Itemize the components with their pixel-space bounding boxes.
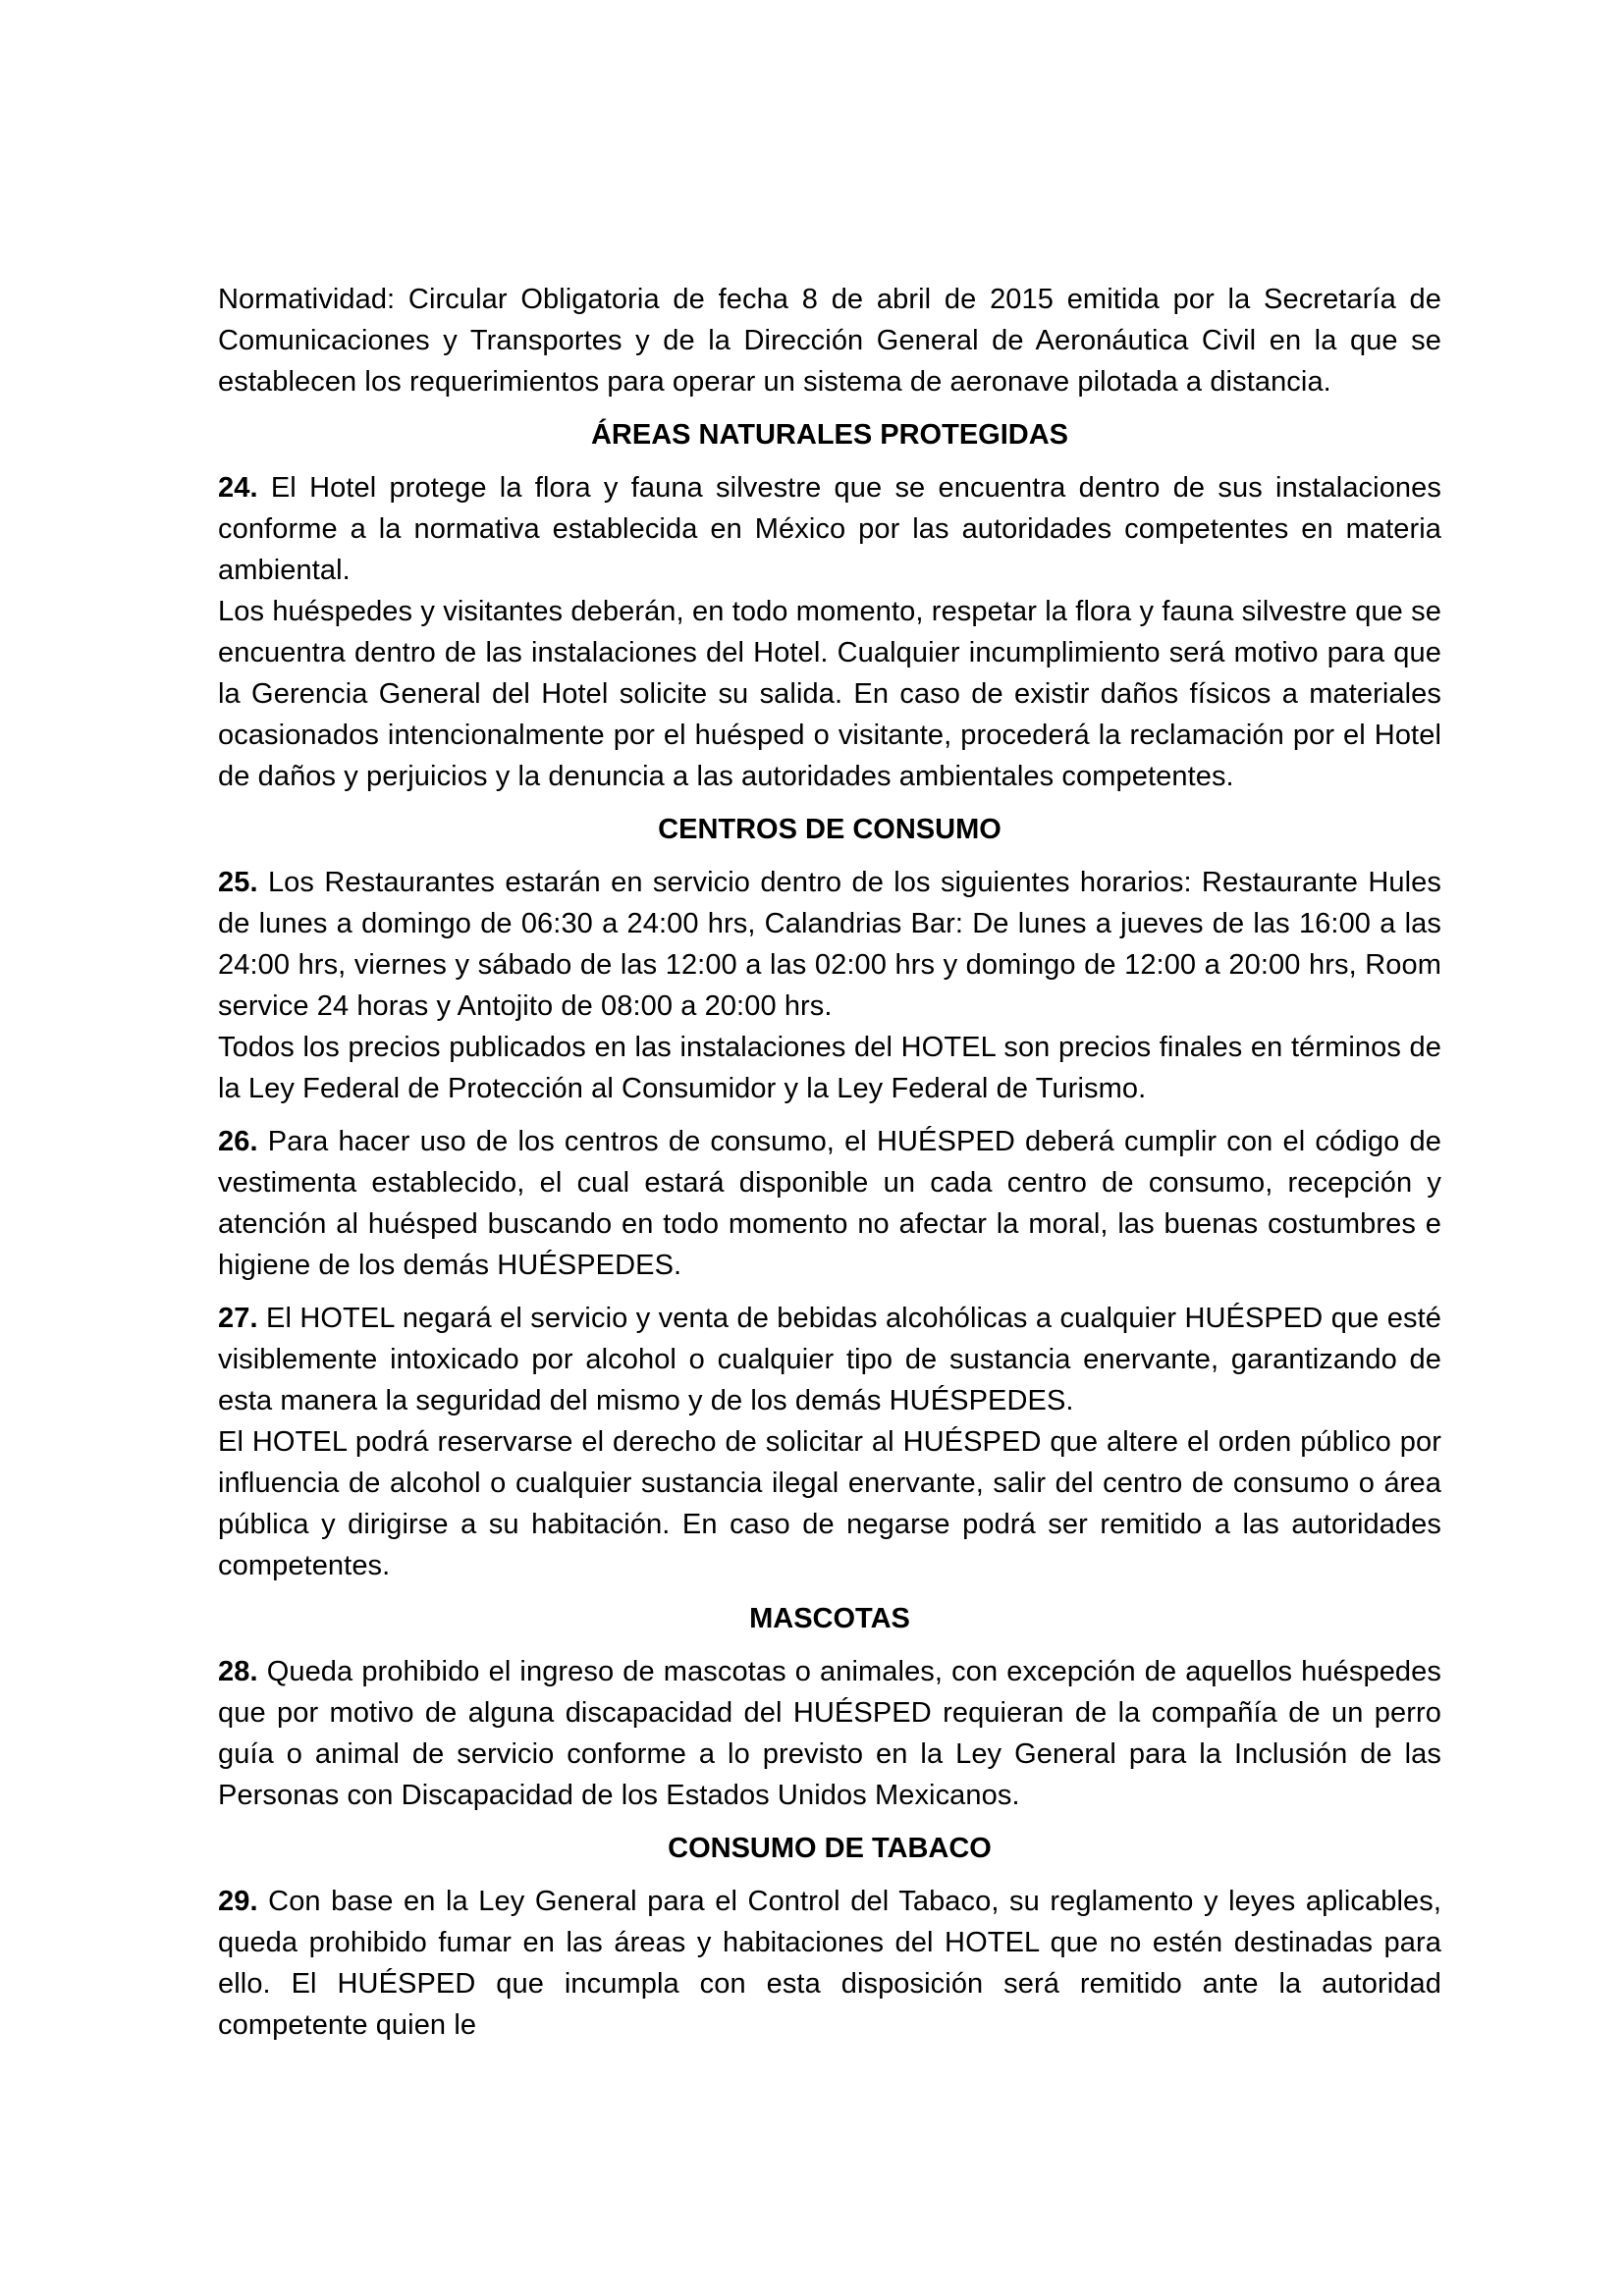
paragraph-item-25 [218, 862, 1441, 1027]
paragraph-text: Para hacer uso de los centros de consumo, el HUÉSPED deberá cumplir con el código de vestimenta establecido, el cual estará disponible un cada centro de consumo, recepción y atención al huésped buscando en todo momento no afectar la moral, las buenas costumbres e higiene de los demás HUÉSPEDES. [218, 1126, 1441, 1281]
paragraph-normatividad: Normatividad: Circular Obligatoria de fecha 8 de abril de 2015 emitida por la Secretaría de Comunicaciones y Transportes y de la Dirección General de Aeronáutica Civil en la que se establecen los requerimientos para operar un sistema de aeronave pilotada a distancia. [218, 284, 1441, 398]
section-heading-areas-naturales: ÁREAS NATURALES PROTEGIDAS [590, 419, 1069, 451]
section-heading-consumo-de-tabaco: CONSUMO DE TABACO [668, 1833, 992, 1864]
paragraph-item-29 [218, 1881, 1441, 2046]
paragraph-text: Queda prohibido el ingreso de mascotas o animales, con excepción de aquellos huéspedes que por motivo de alguna discapacidad del HUÉSPED requieran de la compañía de un perro guía o animal de servicio conforme a lo previsto en la Ley General para la Inclusión de las Personas con Discapacidad de los Estados Unidos Mexicanos. [218, 1656, 1441, 1811]
paragraph-item-25-continuation: Todos los precios publicados en las instalaciones del HOTEL son precios finales en términos de la Ley Federal de Protección al Consumidor y la Ley Federal de Turismo. [218, 1032, 1441, 1104]
section-heading-mascotas: MASCOTAS [749, 1603, 910, 1634]
item-number-26: 26. [218, 1126, 258, 1157]
paragraph-item-27-continuation: El HOTEL podrá reservarse el derecho de solicitar al HUÉSPED que altere el orden público por influencia de alcohol o cualquier sustancia ilegal enervante, salir del centro de consumo o área pública y dirigirse a su habitación. En caso de negarse podrá ser remitido a las autoridades competentes. [218, 1426, 1441, 1581]
paragraph-item-24 [218, 467, 1441, 591]
item-number-29: 29. [218, 1886, 258, 1917]
paragraph-item-27 [218, 1298, 1441, 1421]
paragraph-text: El HOTEL negará el servicio y venta de bebidas alcohólicas a cualquier HUÉSPED que esté visiblemente intoxicado por alcohol o cualquier tipo de sustancia enervante, garantizando de esta manera la seguridad del mismo y de los demás HUÉSPEDES. [218, 1303, 1441, 1416]
paragraph-item-28 [218, 1651, 1441, 1816]
paragraph-item-26 [218, 1121, 1441, 1286]
paragraph-text: Los Restaurantes estarán en servicio dentro de los siguientes horarios: Restaurante Hules de lunes a domingo de 06:30 a 24:00 hrs, Calandrias Bar: De lunes a jueves de las 16:00 a las 24:00 hrs, viernes y sábado de las 12:00 a las 02:00 hrs y domingo de 12:00 a 20:00 hrs, Room service 24 horas y Antojito de 08:00 a 20:00 hrs. [218, 867, 1441, 1022]
item-number-28: 28. [218, 1656, 258, 1687]
item-number-27: 27. [218, 1303, 258, 1334]
section-heading-centros-de-consumo: CENTROS DE CONSUMO [658, 814, 1001, 845]
paragraph-item-24-continuation: Los huéspedes y visitantes deberán, en todo momento, respetar la flora y fauna silvestre que se encuentra dentro de las instalaciones del Hotel. Cualquier incumplimiento será motivo para que la Gerencia General del Hotel solicite su salida. En caso de existir daños físicos a materiales ocasionados intencionalmente por el huésped o visitante, procederá la reclamación por el Hotel de daños y perjuicios y la denuncia a las autoridades ambientales competentes. [218, 596, 1441, 792]
paragraph-text: El Hotel protege la flora y fauna silvestre que se encuentra dentro de sus instalaciones conforme a la normativa establecida en México por las autoridades competentes en materia ambiental. [218, 472, 1441, 586]
item-number-25: 25. [218, 867, 258, 898]
item-number-24: 24. [218, 472, 258, 504]
paragraph-text: Con base en la Ley General para el Control del Tabaco, su reglamento y leyes aplicables, queda prohibido fumar en las áreas y habitaciones del HOTEL que no estén destinadas para ello. El HUÉSPED que incumpla con esta disposición será remitido ante la autoridad competente quien le [218, 1886, 1441, 2041]
